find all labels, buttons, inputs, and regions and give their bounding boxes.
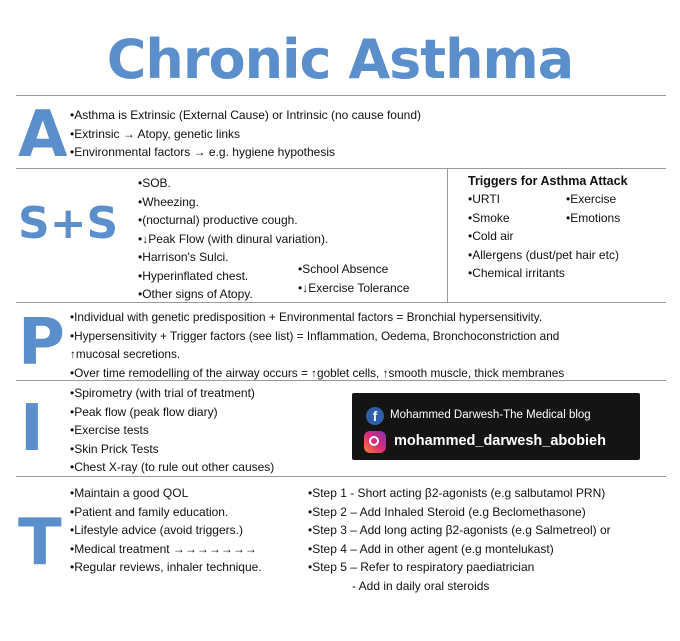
list-item: •Smoke <box>468 210 510 225</box>
list-item: •Hyperinflated chest. <box>138 268 249 283</box>
list-item: •Individual with genetic predisposition + Environmental factors = Bronchial hypersensitivity. <box>70 310 543 324</box>
facebook-icon: f <box>366 407 384 425</box>
list-item: •Chest X-ray (to rule out other causes) <box>70 460 275 474</box>
list-item: •Over time remodelling of the airway occurs = ↑goblet cells, ↑smooth muscle, thick membranes <box>70 365 565 380</box>
list-item: •Extrinsic → Atopy, genetic links <box>70 126 241 141</box>
instagram-handle: mohammed_darwesh_abobieh <box>394 433 606 449</box>
triggers-box <box>468 172 628 191</box>
list-item: •Wheezing. <box>138 194 199 209</box>
watermark-banner <box>352 393 640 460</box>
symptoms-extra-list <box>298 260 409 297</box>
list-item: •Medical treatment →→→→→→→ <box>70 541 257 556</box>
list-item: •Environmental factors → e.g. hygiene hypothesis <box>70 145 336 159</box>
list-item: - Add in daily oral steroids <box>352 578 490 593</box>
facebook-handle: Mohammed Darwesh-The Medical blog <box>390 409 591 421</box>
list-item: •Harrison's Sulci. <box>138 250 229 264</box>
list-item: •(nocturnal) productive cough. <box>138 213 298 227</box>
section-letter-p: P <box>18 306 65 380</box>
list-item: •↓Exercise Tolerance <box>298 280 410 295</box>
pathophysiology-list <box>70 308 666 382</box>
divider <box>447 168 448 302</box>
list-item: •Spirometry (with trial of treatment) <box>70 386 255 400</box>
list-item: •Step 2 – Add Inhaled Steroid (e.g Beclomethasone) <box>308 504 586 519</box>
section-aetiology <box>16 96 666 172</box>
list-item: •Asthma is Extrinsic (External Cause) or Intrinsic (no cause found) <box>70 108 421 122</box>
instagram-icon <box>364 431 386 453</box>
page-title: Chronic Asthma <box>106 28 574 91</box>
list-item: •Maintain a good QOL <box>70 486 189 500</box>
list-item: •SOB. <box>138 176 171 190</box>
list-item: •Emotions <box>566 210 621 225</box>
list-item: •Step 5 – Refer to respiratory paediatrician <box>308 560 535 574</box>
list-item: •Peak flow (peak flow diary) <box>70 404 218 419</box>
list-item: •Step 1 - Short acting β2-agonists (e.g salbutamol PRN) <box>308 486 606 500</box>
list-item: •URTI <box>468 192 500 206</box>
aetiology-list <box>70 106 421 162</box>
list-item: •Skin Prick Tests <box>70 441 159 456</box>
list-item: •Patient and family education. <box>70 504 229 519</box>
section-pathophysiology <box>16 302 666 381</box>
list-item: •Cold air <box>468 229 514 243</box>
section-letter-i: I <box>20 392 44 466</box>
list-item: •Lifestyle advice (avoid triggers.) <box>70 523 243 537</box>
list-item: •Step 3 – Add long acting β2-agonists (e.g Salmetreol) or <box>308 523 611 537</box>
list-item: •Step 4 – Add in other agent (e.g montelukast) <box>308 541 554 556</box>
list-item: •Hypersensitivity + Trigger factors (see list) = Inflammation, Oedema, Bronchoconstriction and <box>70 328 560 343</box>
list-item: •School Absence <box>298 262 389 276</box>
section-letter-t: T <box>18 506 62 580</box>
section-treatment <box>16 476 666 608</box>
section-letter-a: A <box>18 98 68 172</box>
list-item: •Chemical irritants <box>468 266 565 280</box>
list-item: •Exercise tests <box>70 423 149 437</box>
treatment-list <box>70 484 262 577</box>
list-item: •↓Peak Flow (with dinural variation). <box>138 231 329 246</box>
list-item: ↑mucosal secretions. <box>70 347 181 361</box>
triggers-title: Triggers for Asthma Attack <box>468 174 628 188</box>
list-item: •Regular reviews, inhaler technique. <box>70 560 262 574</box>
list-item: •Other signs of Atopy. <box>138 287 253 301</box>
list-item: •Exercise <box>566 192 617 206</box>
investigations-list <box>70 384 274 477</box>
section-letter-ss: S+S <box>18 198 119 249</box>
section-signs-symptoms <box>16 168 666 303</box>
treatment-steps <box>308 484 611 595</box>
triggers-col-2 <box>566 190 620 227</box>
summary-table <box>16 95 666 608</box>
list-item: •Allergens (dust/pet hair etc) <box>468 247 619 262</box>
